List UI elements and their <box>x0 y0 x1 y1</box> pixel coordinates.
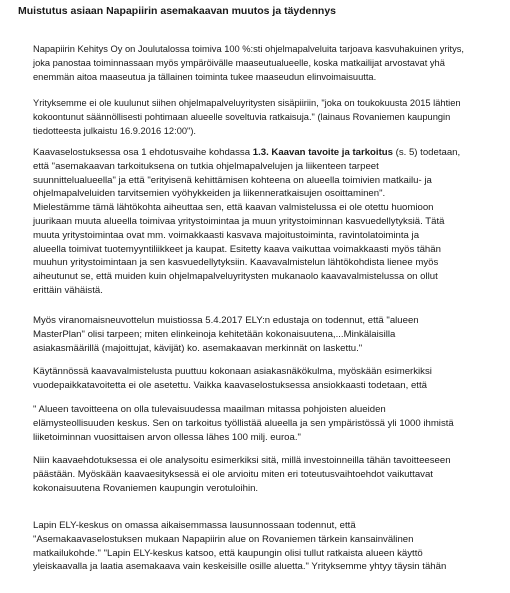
text-line: joka panostaa toiminnassaan myös ympäröivälle maaseutualueelle, koska matkailijat arvostavat yhä <box>33 57 445 68</box>
paragraph-not-in-inner-circle <box>33 97 503 138</box>
text-line: Mielestämme tämä lähtökohta aiheuttaa sen, että kaavan valmistelussa ei ole otettu huomioon <box>33 202 434 214</box>
text-line: aiheutunut se, että muiden kuin ohjelmapalveluyritysten mukanaolo kaavavalmistelussa on ollut <box>33 271 438 283</box>
text-line: MasterPlan" olisi tarpeen; miten elinkeinoja kehitetään kokonaisuutena,...Minkälaisilla <box>33 328 396 340</box>
paragraph-authority-negotiation <box>33 314 503 355</box>
section-reference: 1.3. Kaavan tavoite ja tarkoitus <box>252 147 393 158</box>
text-line <box>33 146 503 160</box>
text-line: liiketoiminnan vuosittaisen arvon ollessa lähes 100 milj. euroa." <box>33 431 301 443</box>
paragraph-ely-statement <box>33 519 503 574</box>
text-line: juurikaan muuta alueella toimivaa yritystoimintaa ja muun yritystoiminnan kasvuedellytyksiä. Tätä <box>33 215 445 227</box>
text-line: kokonaisuutena Rovaniemen kaupungin verotuloihin. <box>33 482 259 494</box>
document-title: Muistutus asiaan Napapiirin asemakaavan muutos ja täydennys <box>18 5 337 17</box>
paragraph-quoted-goal <box>33 403 503 444</box>
text-line: Käytännössä kaavavalmistelusta puuttuu kokonaan asiakasnäkökulma, myöskään esimerkiksi <box>33 366 432 377</box>
text-line: tiedotteesta julkaistu 16.9.2016 12:00"). <box>33 125 197 136</box>
text-segment: Kaavaselostuksessa osa 1 ehdotusvaihe kohdassa <box>33 147 253 158</box>
text-line: Myös viranomaisneuvottelun muistiossa 5.4.2017 ELY:n edustaja on todennut, että "alueen <box>33 315 419 326</box>
text-line: päästään. Myöskään kaavaesityksessä ei ole arvioitu miten eri toteutusvaihtoehdot vaikuttavat <box>33 468 433 480</box>
text-line: ohjelmapalveluiden tarvitsemien vyöhykkeiden ja liikenneratkaisujen osoittaminen". <box>33 188 386 200</box>
text-line: "Asemakaavaselostuksen mukaan Napapiirin alue on Rovaniemen tärkein kansainvälinen <box>33 533 414 545</box>
text-line: " Alueen tavoitteena on olla tulevaisuudessa maailman mitassa pohjoisten alueiden <box>33 404 386 415</box>
paragraph-investments <box>33 454 503 495</box>
paragraph-plan-objective <box>33 146 503 298</box>
text-line: kokoontunut säännöllisesti pohtimaan alueelle soveltuvia ratkaisuja." (lainaus Rovaniemen kaupungin <box>33 111 451 122</box>
text-line: alueella toimivat tuotemyyntiliikkeet ja kaupat. Esitetty kaava vaikuttaa voimakkaasti myös tähän <box>33 243 441 255</box>
text-line: vuodepaikkatavoitetta ei ole asetettu. Vaikka kaavaselostuksessa ansiokkaasti todetaan, että <box>33 379 427 391</box>
text-segment: (s. 5) todetaan, <box>392 147 461 158</box>
text-line: Niin kaavaehdotuksessa ei ole analysoitu esimerkiksi sitä, millä investoinneilla tähän tavoitteeseen <box>33 455 451 466</box>
text-line: Yrityksemme ei ole kuulunut siihen ohjelmapalveluyritysten sisäpiiriin, "joka on toukokuusta 2015 lähtien <box>33 98 461 108</box>
text-line: muuta yritystoimintaa ovat mm. voimakkaasti kasvava majoitustoiminta, ravintolatoiminta ja <box>33 229 420 241</box>
paragraph-customer-perspective <box>33 365 503 393</box>
text-line: Lapin ELY-keskus on omassa aikaisemmassa lausunnossaan todennut, että <box>33 520 356 531</box>
text-line: että "asemakaavan tarkoituksena on tutkia ohjelmapalvelujen ja liikenteen tarpeet <box>33 160 379 172</box>
text-line: yleiskaavalla ja laatia asemakaava vain keskeisille osille aluetta." Yrityksemme yhtyy täysin tähän <box>33 561 447 573</box>
text-line: asiakasmäärillä (majoittujat, kävijät) ko. asemakaavan merkinnät on laskettu." <box>33 342 363 354</box>
text-line: matkailukohde." "Lapin ELY-keskus katsoo, että kaupungin olisi tullut ratkaista alueen käyttö <box>33 547 423 559</box>
text-line: Napapiirin Kehitys Oy on Joulutalossa toimiva 100 %:sti ohjelmapalveluita tarjoava kasvuhakuinen yritys, <box>33 44 464 54</box>
text-line: erittäin vähäistä. <box>33 284 103 296</box>
text-line: enemmän aitoa maaseutua ja tällainen toiminta tukee maaseudun elinvoimaisuutta. <box>33 71 377 82</box>
paragraph-company-intro <box>33 43 503 84</box>
text-line: elämysteollisuuden keskus. Sen on tarkoitus työllistää alueella ja sen ympäristössä yli 1000 ihmistä <box>33 417 454 429</box>
text-line: muuhun yritystoimintaan ja sen kasvuedellytyksiin. Kaavavalmistelun lähtökohdista lienee myös <box>33 257 439 269</box>
text-line: suunnittelualueella" ja että "erityisenä kehittämisen kohteena on alueella toimivien matkailu- ja <box>33 174 432 186</box>
